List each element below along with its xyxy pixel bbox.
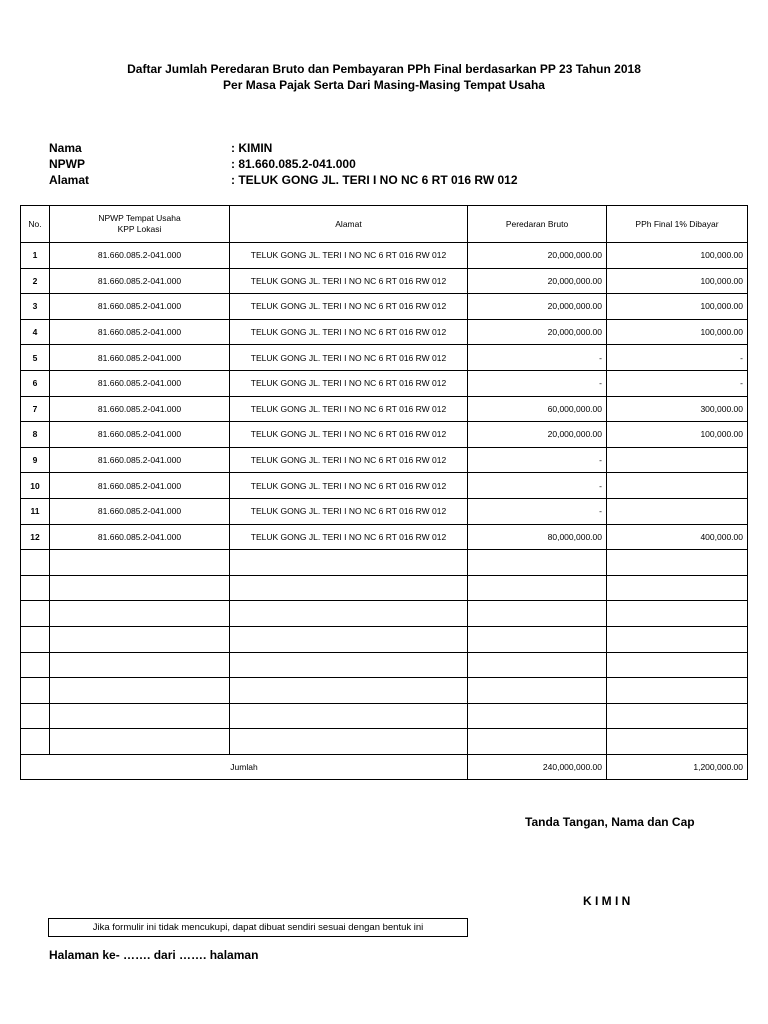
table-row — [21, 550, 748, 576]
cell-pph — [607, 550, 748, 576]
cell-no: 10 — [21, 473, 50, 499]
cell-npwp: 81.660.085.2-041.000 — [50, 447, 230, 473]
cell-alamat: TELUK GONG JL. TERI I NO NC 6 RT 016 RW 012 — [230, 396, 468, 422]
header-npwp — [50, 206, 230, 243]
cell-no: 3 — [21, 294, 50, 320]
cell-pph — [607, 498, 748, 524]
table-row — [21, 319, 748, 345]
cell-no — [21, 703, 50, 729]
cell-no: 1 — [21, 243, 50, 269]
table-row — [21, 243, 748, 269]
cell-bruto — [468, 601, 607, 627]
cell-pph: 300,000.00 — [607, 396, 748, 422]
cell-npwp: 81.660.085.2-041.000 — [50, 370, 230, 396]
cell-bruto: - — [468, 447, 607, 473]
header-no: No. — [21, 206, 50, 243]
cell-bruto: 20,000,000.00 — [468, 294, 607, 320]
cell-pph — [607, 575, 748, 601]
cell-bruto — [468, 575, 607, 601]
total-bruto: 240,000,000.00 — [468, 754, 607, 780]
alamat-value: : TELUK GONG JL. TERI I NO NC 6 RT 016 RW 012 — [231, 173, 518, 187]
cell-bruto: 20,000,000.00 — [468, 319, 607, 345]
cell-bruto: - — [468, 473, 607, 499]
cell-bruto: 80,000,000.00 — [468, 524, 607, 550]
cell-pph: - — [607, 345, 748, 371]
cell-alamat — [230, 729, 468, 755]
cell-npwp — [50, 729, 230, 755]
table-row — [21, 422, 748, 448]
signature-name: K I M I N — [583, 894, 631, 908]
cell-bruto — [468, 729, 607, 755]
cell-bruto: - — [468, 370, 607, 396]
cell-alamat — [230, 601, 468, 627]
cell-pph: - — [607, 370, 748, 396]
table-row — [21, 396, 748, 422]
cell-pph: 100,000.00 — [607, 243, 748, 269]
alamat-label: Alamat — [49, 173, 90, 187]
cell-alamat: TELUK GONG JL. TERI I NO NC 6 RT 016 RW 012 — [230, 422, 468, 448]
table-row — [21, 703, 748, 729]
cell-bruto — [468, 652, 607, 678]
cell-npwp — [50, 601, 230, 627]
cell-alamat: TELUK GONG JL. TERI I NO NC 6 RT 016 RW 012 — [230, 319, 468, 345]
cell-no — [21, 678, 50, 704]
table-row — [21, 729, 748, 755]
cell-no — [21, 729, 50, 755]
npwp-value: : 81.660.085.2-041.000 — [231, 157, 356, 171]
footer-note-box — [48, 918, 468, 937]
cell-pph — [607, 626, 748, 652]
table-row — [21, 626, 748, 652]
cell-bruto: 60,000,000.00 — [468, 396, 607, 422]
cell-no — [21, 626, 50, 652]
cell-npwp — [50, 678, 230, 704]
cell-no: 9 — [21, 447, 50, 473]
header-npwp-line-2: KPP Lokasi — [117, 224, 162, 234]
cell-npwp: 81.660.085.2-041.000 — [50, 294, 230, 320]
cell-npwp: 81.660.085.2-041.000 — [50, 498, 230, 524]
cell-npwp: 81.660.085.2-041.000 — [50, 243, 230, 269]
cell-bruto: 20,000,000.00 — [468, 422, 607, 448]
cell-alamat — [230, 626, 468, 652]
cell-bruto — [468, 703, 607, 729]
cell-pph: 100,000.00 — [607, 268, 748, 294]
cell-no: 8 — [21, 422, 50, 448]
cell-pph: 100,000.00 — [607, 319, 748, 345]
cell-pph — [607, 678, 748, 704]
total-label: Jumlah — [21, 754, 468, 780]
cell-npwp: 81.660.085.2-041.000 — [50, 524, 230, 550]
cell-pph: 100,000.00 — [607, 422, 748, 448]
cell-bruto — [468, 626, 607, 652]
cell-alamat — [230, 575, 468, 601]
cell-npwp: 81.660.085.2-041.000 — [50, 396, 230, 422]
table-body — [21, 243, 748, 755]
cell-no: 12 — [21, 524, 50, 550]
cell-no: 6 — [21, 370, 50, 396]
table-row — [21, 601, 748, 627]
cell-npwp: 81.660.085.2-041.000 — [50, 473, 230, 499]
cell-bruto: - — [468, 345, 607, 371]
cell-alamat: TELUK GONG JL. TERI I NO NC 6 RT 016 RW 012 — [230, 345, 468, 371]
title-line-2: Per Masa Pajak Serta Dari Masing-Masing Tempat Usaha — [223, 78, 545, 92]
cell-npwp: 81.660.085.2-041.000 — [50, 319, 230, 345]
cell-no: 5 — [21, 345, 50, 371]
cell-no: 7 — [21, 396, 50, 422]
cell-pph — [607, 447, 748, 473]
cell-no: 4 — [21, 319, 50, 345]
header-npwp-line-1: NPWP Tempat Usaha — [98, 213, 181, 223]
table-row — [21, 498, 748, 524]
cell-npwp — [50, 550, 230, 576]
cell-bruto — [468, 550, 607, 576]
document-title — [0, 61, 768, 93]
header-pph: PPh Final 1% Dibayar — [607, 206, 748, 243]
cell-alamat: TELUK GONG JL. TERI I NO NC 6 RT 016 RW 012 — [230, 294, 468, 320]
table-row — [21, 447, 748, 473]
header-bruto: Peredaran Bruto — [468, 206, 607, 243]
table-row — [21, 345, 748, 371]
cell-no — [21, 601, 50, 627]
title-line-1: Daftar Jumlah Peredaran Bruto dan Pembayaran PPh Final berdasarkan PP 23 Tahun 2018 — [127, 62, 641, 76]
cell-alamat: TELUK GONG JL. TERI I NO NC 6 RT 016 RW 012 — [230, 268, 468, 294]
cell-npwp — [50, 575, 230, 601]
nama-label: Nama — [49, 141, 82, 155]
footer-note: Jika formulir ini tidak mencukupi, dapat dibuat sendiri sesuai dengan bentuk ini — [92, 922, 424, 933]
table-row — [21, 473, 748, 499]
cell-no — [21, 550, 50, 576]
table-row — [21, 524, 748, 550]
cell-alamat: TELUK GONG JL. TERI I NO NC 6 RT 016 RW 012 — [230, 498, 468, 524]
cell-bruto: 20,000,000.00 — [468, 268, 607, 294]
cell-alamat — [230, 550, 468, 576]
npwp-label: NPWP — [49, 157, 85, 171]
table-header-row — [21, 206, 748, 243]
cell-alamat — [230, 652, 468, 678]
cell-no — [21, 652, 50, 678]
cell-no — [21, 575, 50, 601]
cell-alamat — [230, 678, 468, 704]
cell-npwp — [50, 626, 230, 652]
total-row — [21, 754, 748, 780]
cell-pph: 100,000.00 — [607, 294, 748, 320]
table-row — [21, 268, 748, 294]
cell-npwp — [50, 652, 230, 678]
total-pph: 1,200,000.00 — [607, 754, 748, 780]
bruto-table — [20, 205, 748, 780]
cell-pph — [607, 601, 748, 627]
cell-alamat: TELUK GONG JL. TERI I NO NC 6 RT 016 RW 012 — [230, 370, 468, 396]
cell-alamat: TELUK GONG JL. TERI I NO NC 6 RT 016 RW 012 — [230, 447, 468, 473]
table-row — [21, 678, 748, 704]
header-alamat: Alamat — [230, 206, 468, 243]
cell-pph: 400,000.00 — [607, 524, 748, 550]
cell-alamat: TELUK GONG JL. TERI I NO NC 6 RT 016 RW 012 — [230, 524, 468, 550]
cell-bruto: 20,000,000.00 — [468, 243, 607, 269]
cell-pph — [607, 652, 748, 678]
signature-label: Tanda Tangan, Nama dan Cap — [525, 815, 695, 829]
table-row — [21, 652, 748, 678]
table-row — [21, 294, 748, 320]
cell-no: 2 — [21, 268, 50, 294]
cell-pph — [607, 473, 748, 499]
page-counter: Halaman ke- ……. dari ……. halaman — [49, 948, 259, 962]
table-row — [21, 370, 748, 396]
cell-alamat: TELUK GONG JL. TERI I NO NC 6 RT 016 RW 012 — [230, 243, 468, 269]
cell-npwp — [50, 703, 230, 729]
nama-value: : KIMIN — [231, 141, 273, 155]
cell-npwp: 81.660.085.2-041.000 — [50, 345, 230, 371]
cell-bruto — [468, 678, 607, 704]
cell-pph — [607, 729, 748, 755]
cell-npwp: 81.660.085.2-041.000 — [50, 422, 230, 448]
cell-npwp: 81.660.085.2-041.000 — [50, 268, 230, 294]
cell-pph — [607, 703, 748, 729]
cell-alamat — [230, 703, 468, 729]
cell-no: 11 — [21, 498, 50, 524]
cell-alamat: TELUK GONG JL. TERI I NO NC 6 RT 016 RW 012 — [230, 473, 468, 499]
table-row — [21, 575, 748, 601]
cell-bruto: - — [468, 498, 607, 524]
